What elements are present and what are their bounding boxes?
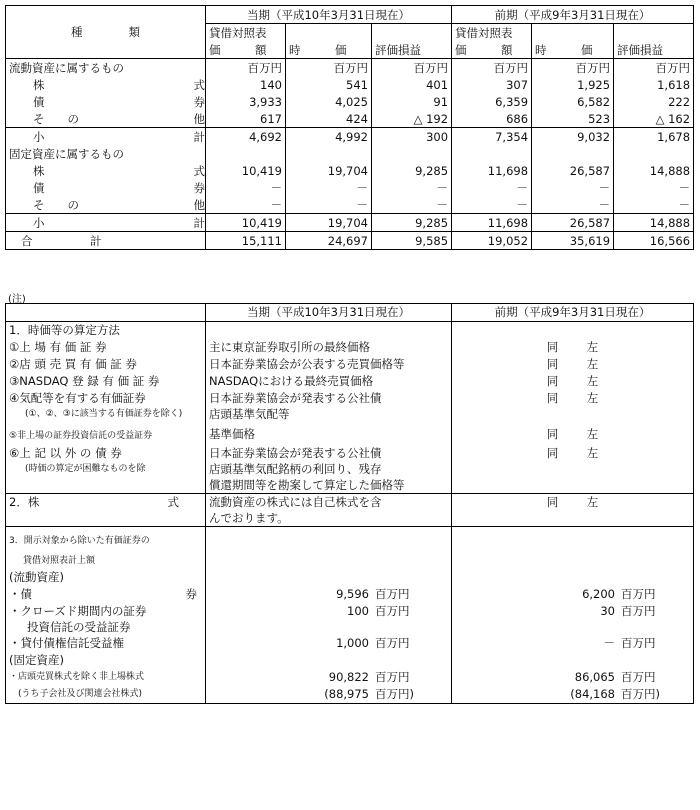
cell-value: 26,587 [532, 214, 614, 232]
item-listed: ①上 場 有 価 証 券 [9, 340, 107, 354]
total-value: 9,585 [372, 232, 452, 250]
cell-value: － [286, 196, 372, 214]
cell-value: 9,032 [532, 128, 614, 146]
cell-value: △ 192 [372, 110, 452, 128]
cell-value: 91 [372, 93, 452, 110]
current-assets-label: (流動資産) [9, 570, 64, 584]
unit: 百万円 [452, 59, 532, 77]
row-label: 小 計 [6, 214, 206, 232]
item-other-bonds: ⑥上 記 以 外 の 債 券 (時価の算定が困難なものを除 [9, 446, 146, 474]
cell-value: － [372, 179, 452, 196]
section-current-assets: 流動資産に属するもの [9, 60, 124, 75]
cell-value: 9,285 [372, 162, 452, 179]
item-listed-method: 主に東京証券取引所の最終価格 [206, 339, 452, 356]
table-row [6, 214, 694, 232]
unit: 百万円 [286, 59, 372, 77]
row-label: 株 式 [33, 163, 205, 178]
cell-value: 14,888 [614, 162, 694, 179]
loan-trust-label: ・貸付債権信託受益権 [9, 636, 124, 650]
item-quoted-method: 日本証券業協会が発表する公社債 店頭基準気配等 [206, 390, 452, 422]
cell-value: 19,704 [286, 162, 372, 179]
same-as-left: 同 左 [452, 445, 694, 494]
unit: 百万円 [206, 59, 286, 77]
cell-value: 1,678 [614, 128, 694, 146]
col-market-value: 時 価 [532, 24, 614, 59]
col-bs-value2: 価 額 [452, 41, 532, 59]
total-value: 24,697 [286, 232, 372, 250]
item-other-bonds-method: 日本証券業協会が発表する公社債 店頭基準気配銘柄の利回り、残存 償還期間等を勘案して算定した価格等 [206, 445, 452, 494]
header-type: 種 類 [6, 6, 206, 59]
method-heading: 1．時価等の算定方法 [9, 323, 120, 337]
table-row [6, 196, 694, 214]
item-nasdaq: ③NASDAQ 登 録 有 価 証 券 [9, 374, 160, 388]
cell-value: 14,888 [614, 214, 694, 232]
cell-value: 4,025 [286, 93, 372, 110]
amount-current: 1,000 百万円 [206, 635, 452, 652]
fixed-assets-label: (固定資産) [9, 653, 64, 667]
cell-value: － [614, 196, 694, 214]
cell-value: 307 [452, 76, 532, 93]
amount-current: 90,822 百万円 [206, 669, 452, 686]
table-row [6, 179, 694, 196]
cell-value: 424 [286, 110, 372, 128]
total-value: 15,111 [206, 232, 286, 250]
col-market-value: 時 価 [286, 24, 372, 59]
same-as-left: 同 左 [452, 390, 694, 422]
col-valuation-gain: 評価損益 [614, 24, 694, 59]
cell-value: 523 [532, 110, 614, 128]
cell-value: 11,698 [452, 162, 532, 179]
excluded-heading: 3．開示対象から除いた有価証券の 貸借対照表計上額 [6, 527, 206, 570]
cell-value: 686 [452, 110, 532, 128]
same-as-left: 同 左 [452, 356, 694, 373]
cell-value: 4,692 [206, 128, 286, 146]
col-bs-value2: 価 額 [206, 41, 286, 59]
row-label: そ の 他 [33, 111, 205, 126]
cell-value: － [206, 179, 286, 196]
cell-value: 9,285 [372, 214, 452, 232]
same-as-left: 同 左 [452, 339, 694, 356]
item-nasdaq-method: NASDAQにおける最終売買価格 [206, 373, 452, 390]
row-label: 債 券 [33, 94, 205, 109]
amount-prior: － 百万円 [452, 635, 694, 652]
cell-value: － [286, 179, 372, 196]
cell-value: 617 [206, 110, 286, 128]
cell-value: 11,698 [452, 214, 532, 232]
amount-current: 9,596 百万円 [206, 586, 452, 603]
table-row [6, 76, 694, 93]
notes-header-current: 当期（平成10年3月31日現在） [206, 304, 452, 322]
total-value: 35,619 [532, 232, 614, 250]
table-row [6, 110, 694, 128]
cell-value: 6,582 [532, 93, 614, 110]
cell-value: 300 [372, 128, 452, 146]
cell-value: 10,419 [206, 214, 286, 232]
row-label: 債 券 [33, 180, 205, 195]
cell-value: 26,587 [532, 162, 614, 179]
amount-prior: 30 百万円 [452, 603, 694, 635]
subsidiary-stock-label: (うち子会社及び関連会社株式) [18, 689, 143, 699]
header-prior-period: 前期（平成9年3月31日現在） [452, 6, 694, 24]
item-otc-method: 日本証券業協会が公表する売買価格等 [206, 356, 452, 373]
amount-prior: 6,200 百万円 [452, 586, 694, 603]
cell-value: 140 [206, 76, 286, 93]
cell-value: 7,354 [452, 128, 532, 146]
unit: 百万円 [372, 59, 452, 77]
cell-value: 10,419 [206, 162, 286, 179]
cell-value: 222 [614, 93, 694, 110]
securities-valuation-table [5, 5, 694, 250]
notes-header-prior: 前期（平成9年3月31日現在） [452, 304, 694, 322]
row-label: そ の 他 [33, 197, 205, 212]
cell-value: － [452, 196, 532, 214]
unit: 百万円 [532, 59, 614, 77]
amount-prior: (84,168 百万円) [452, 686, 694, 704]
note-label: (注) [8, 294, 26, 305]
cell-value: △ 162 [614, 110, 694, 128]
col-valuation-gain: 評価損益 [372, 24, 452, 59]
cell-value: － [372, 196, 452, 214]
item-unlisted-trust-method: 基準価格 [206, 422, 452, 445]
cell-value: 1,925 [532, 76, 614, 93]
cell-value: 6,359 [452, 93, 532, 110]
same-as-left: 同 左 [452, 422, 694, 445]
cell-value: 4,992 [286, 128, 372, 146]
amount-prior: 86,065 百万円 [452, 669, 694, 686]
header-current-period: 当期（平成10年3月31日現在） [206, 6, 452, 24]
unlisted-stock-label: ・店頭売買株式を除く非上場株式 [9, 672, 145, 682]
cell-value: 1,618 [614, 76, 694, 93]
cell-value: － [614, 179, 694, 196]
cell-value: － [206, 196, 286, 214]
stock-heading: 2．株 式 [6, 494, 206, 527]
cell-value: － [532, 196, 614, 214]
table-row [6, 93, 694, 110]
item-quoted: ④気配等を有する有価証券 (①、②、③に該当する有価証券を除く) [9, 391, 183, 419]
amount-current: (88,975 百万円) [206, 686, 452, 704]
total-value: 19,052 [452, 232, 532, 250]
col-bs-value: 貸借対照表 [452, 24, 532, 42]
cell-value: 3,933 [206, 93, 286, 110]
item-otc: ②店 頭 売 買 有 価 証 券 [9, 357, 137, 371]
section-fixed-assets: 固定資産に属するもの [9, 146, 124, 161]
row-label: 小 計 [6, 128, 206, 146]
col-bs-value: 貸借対照表 [206, 24, 286, 42]
cell-value: － [532, 179, 614, 196]
row-label: 株 式 [33, 77, 205, 92]
unit: 百万円 [614, 59, 694, 77]
table-row [6, 128, 694, 146]
stock-note: 流動資産の株式には自己株式を含 んでおります。 [206, 494, 452, 527]
bonds-label: ・債 券 [9, 587, 197, 601]
item-unlisted-trust: ⑤非上場の証券投資信託の受益証券 [9, 431, 153, 441]
total-value: 16,566 [614, 232, 694, 250]
cell-value: － [452, 179, 532, 196]
grand-total-label: 合 計 [6, 232, 206, 250]
amount-current: 100 百万円 [206, 603, 452, 635]
cell-value: 541 [286, 76, 372, 93]
table-row [6, 162, 694, 179]
notes-table [5, 303, 694, 704]
same-as-left: 同 左 [452, 494, 694, 527]
cell-value: 19,704 [286, 214, 372, 232]
cell-value: 401 [372, 76, 452, 93]
same-as-left: 同 左 [452, 373, 694, 390]
closed-trust-label: ・クローズド期間内の証券 投資信託の受益証券 [9, 604, 147, 634]
